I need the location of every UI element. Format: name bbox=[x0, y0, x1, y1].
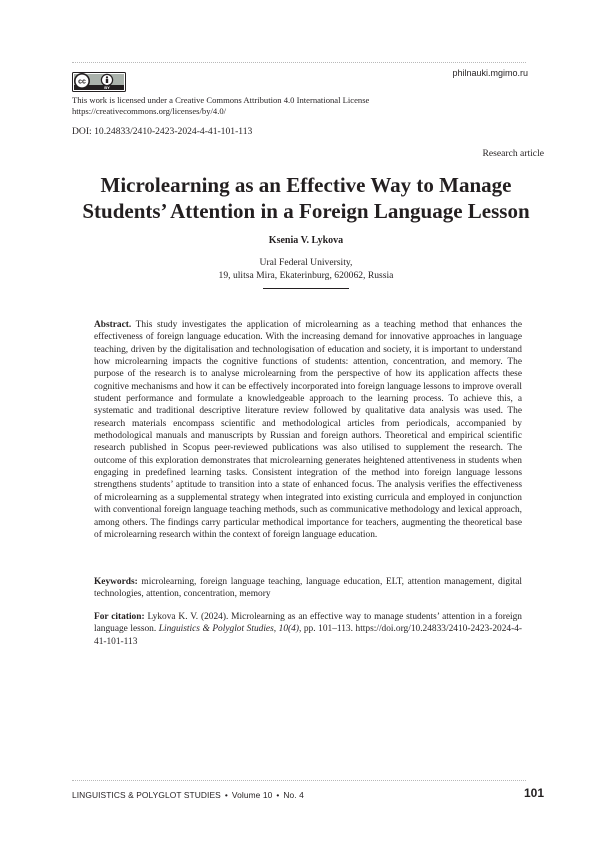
running-footer bbox=[72, 790, 304, 800]
keywords bbox=[94, 576, 522, 601]
citation bbox=[94, 611, 522, 648]
footer-separator: • bbox=[224, 790, 228, 800]
footer-volume: Volume 10 bbox=[231, 790, 273, 800]
article-type-label: Research article bbox=[482, 148, 544, 159]
affiliation-divider bbox=[263, 288, 349, 289]
page-number: 101 bbox=[523, 786, 544, 800]
author-affiliation bbox=[72, 256, 540, 282]
affiliation-address: 19, ulitsa Mira, Ekaterinburg, 620062, Russia bbox=[218, 270, 394, 281]
keywords-text: microlearning, foreign language teaching, language education, ELT, attention management, digital technologies, attention, concentration, memory bbox=[94, 577, 522, 600]
citation-label: For citation: bbox=[94, 612, 145, 622]
abstract-text: This study investigates the application of microlearning as a teaching method that enhances the effectiveness of foreign language education. With the increasing demand for innovative approaches in language teaching, driven by the digitalisation and technologisation of education and society, it is important to understand how microlearning impacts the cognitive functions of students: attention, concentration, and memory. The purpose of the research is to analyse microlearning from the perspective of how its application affects these cognitive mechanisms and how it can be effectively incorporated into foreign language lessons to improve overall student performance and formulate a knowledgeable approach to the learning process. To achieve this, a systematic and traditional descriptive literature review followed by qualitative data analysis was used. The research materials encompass scientific and methodological articles from periodicals, accompanied by methodological manuals and manuscripts by Russian and foreign authors. Theoretical and empirical scientific research published in Scopus peer-reviewed publications was also utilised to supplement the research. The outcome of this exploration demonstrates that microlearning generates heightened attentiveness in students when engaging in predefined learning tasks. Consistent integration of the method into foreign language lessons strengthens students’ aptitude to transition into a state of enhanced focus. The analysis verifies the effectiveness of microlearning as a supplemental strategy when integrated into existing curricula and employed in conjunction with conventional foreign language teaching methods, such as communicative methodology and lexical approach, among others. The findings carry particular methodical importance for teachers, augmenting the theoretical base of microlearning research within the context of foreign language education. bbox=[94, 320, 522, 540]
abstract-label: Abstract. bbox=[94, 320, 132, 330]
article-title bbox=[72, 172, 540, 224]
footer-divider bbox=[72, 780, 526, 781]
article-title-line: Students’ Attention in a Foreign Language Lesson bbox=[82, 199, 530, 223]
author-name: Ksenia V. Lykova bbox=[268, 235, 344, 246]
citation-pages-doi[interactable]: pp. 101–113. https://doi.org/10.24833/2410-2423-2024-4-41-101-113 bbox=[94, 624, 522, 647]
journal-site-link[interactable]: philnauki.mgimo.ru bbox=[452, 68, 528, 78]
license-notice bbox=[72, 95, 432, 116]
abstract bbox=[94, 319, 522, 541]
keywords-label: Keywords: bbox=[94, 577, 138, 587]
footer-issue: No. 4 bbox=[283, 790, 304, 800]
doi[interactable]: DOI: 10.24833/2410-2423-2024-4-41-101-113 bbox=[72, 126, 253, 137]
header-divider bbox=[72, 62, 526, 63]
article-title-line: Microlearning as an Effective Way to Manage bbox=[100, 173, 512, 197]
citation-journal: Linguistics & Polyglot Studies, 10(4), bbox=[158, 624, 302, 635]
creative-commons-by-icon[interactable] bbox=[72, 72, 126, 92]
affiliation-institution: Ural Federal University, bbox=[259, 257, 353, 268]
citation-text: Lykova K. V. (2024). Microlearning as an effective way to manage students’ attention in a foreign language lesson. bbox=[94, 612, 522, 635]
license-url[interactable]: https://creativecommons.org/licenses/by/4.0/ bbox=[72, 105, 227, 116]
svg-text:cc: cc bbox=[78, 78, 86, 86]
license-statement: This work is licensed under a Creative Commons Attribution 4.0 International License bbox=[72, 95, 370, 105]
svg-text:BY: BY bbox=[104, 85, 110, 91]
footer-separator: • bbox=[276, 790, 280, 800]
footer-journal-name: LINGUISTICS & POLYGLOT STUDIES bbox=[72, 790, 221, 800]
